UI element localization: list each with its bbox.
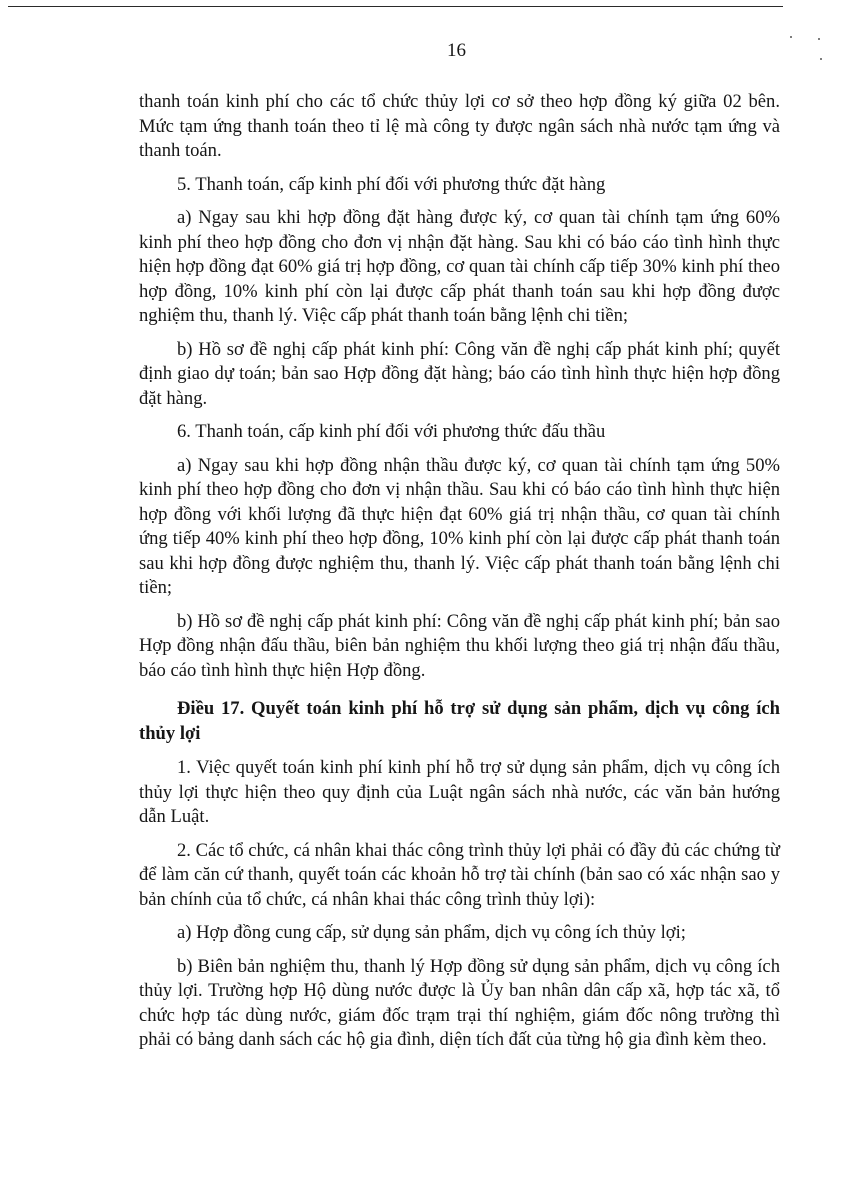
clause-6a: a) Ngay sau khi hợp đồng nhận thầu được ký, cơ quan tài chính tạm ứng 50% kinh phí theo hợp đồng cho đơn vị nhận thầu. Sau khi có báo cáo tình hình thực hiện hợp đồng với khối lượng đã thực hiện đạt 60% giá trị nhận thầu, cơ quan tài chính ứng tiếp 40% kinh phí theo hợp đồng, 10% kinh phí còn lại được cấp phát thanh toán sau khi hợp đồng được nghiệm thu, thanh lý. Việc cấp phát thanh toán bằng lệnh chi tiền; bbox=[139, 454, 780, 598]
document-body bbox=[139, 90, 780, 1062]
article-17-clause-1: 1. Việc quyết toán kinh phí kinh phí hỗ trợ sử dụng sản phẩm, dịch vụ công ích thủy lợi thực hiện theo quy định của Luật ngân sách nhà nước, các văn bản hướng dẫn Luật. bbox=[139, 757, 780, 827]
clause-5-heading: 5. Thanh toán, cấp kinh phí đối với phương thức đặt hàng bbox=[177, 173, 606, 195]
article-17-clause-2a: a) Hợp đồng cung cấp, sử dụng sản phẩm, dịch vụ công ích thủy lợi; bbox=[177, 922, 686, 943]
page-number: 16 bbox=[447, 40, 466, 61]
article-17-clause-2: 2. Các tổ chức, cá nhân khai thác công trình thủy lợi phải có đầy đủ các chứng từ để làm căn cứ thanh, quyết toán các khoản hỗ trợ tài chính (bản sao có xác nhận sao y bản chính của tổ chức, cá nhân khai thác công trình thủy lợi): bbox=[139, 839, 780, 910]
article-17-clause-2b: b) Biên bản nghiệm thu, thanh lý Hợp đồng sử dụng sản phẩm, dịch vụ công ích thủy lợi. Trường hợp Hộ dùng nước được là Ủy ban nhân dân cấp xã, hợp tác xã, tổ chức hợp tác dùng nước, giám đốc trạm trại thí nghiệm, giám đốc nông trường thì phải có bảng danh sách các hộ gia đình, diện tích đất của từng hộ gia đình kèm theo. bbox=[139, 955, 780, 1050]
scan-speck bbox=[790, 36, 792, 38]
clause-6b: b) Hồ sơ đề nghị cấp phát kinh phí: Công văn đề nghị cấp phát kinh phí; bản sao Hợp đồng nhận đấu thầu, biên bản nghiệm thu khối lượng theo giá trị nhận đấu thầu, báo cáo tình hình thực hiện Hợp đồng. bbox=[139, 610, 780, 681]
top-scan-border bbox=[8, 6, 783, 7]
clause-6-heading: 6. Thanh toán, cấp kinh phí đối với phương thức đấu thầu bbox=[177, 421, 606, 442]
clause-5b: b) Hồ sơ đề nghị cấp phát kinh phí: Công văn đề nghị cấp phát kinh phí; quyết định giao dự toán; bản sao Hợp đồng đặt hàng; báo cáo tình hình thực hiện hợp đồng đặt hàng. bbox=[139, 338, 780, 409]
article-17-heading: Điều 17. Quyết toán kinh phí hỗ trợ sử dụng sản phẩm, dịch vụ công ích thủy lợi bbox=[139, 698, 780, 744]
paragraph-continuation: thanh toán kinh phí cho các tổ chức thủy lợi cơ sở theo hợp đồng ký giữa 02 bên. Mức tạm ứng thanh toán theo tỉ lệ mà công ty được ngân sách nhà nước tạm ứng và thanh toán. bbox=[139, 91, 780, 161]
clause-5a: a) Ngay sau khi hợp đồng đặt hàng được ký, cơ quan tài chính tạm ứng 60% kinh phí theo hợp đồng cho đơn vị nhận đặt hàng. Sau khi có báo cáo tình hình thực hiện hợp đồng đạt 60% giá trị hợp đồng, cơ quan tài chính cấp tiếp 30% kinh phí theo hợp đồng, 10% kinh phí còn lại được cấp phát thanh toán sau khi hợp đồng được nghiệm thu, thanh lý. Việc cấp phát thanh toán bằng lệnh chi tiền; bbox=[139, 207, 780, 326]
